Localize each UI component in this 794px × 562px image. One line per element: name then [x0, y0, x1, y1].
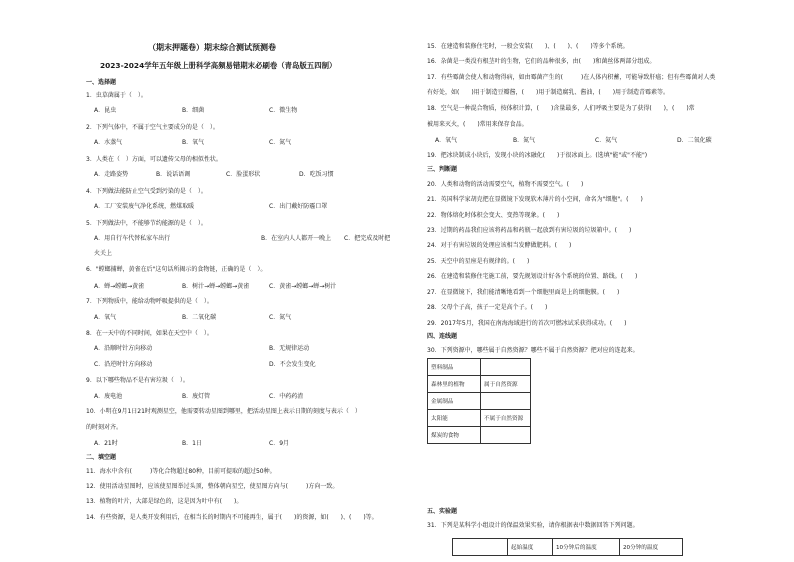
- question-8: 8．在一天中的不同时间，如果在天空中（ ）。: [86, 330, 213, 337]
- q8-option-d: D．不会发生变化: [269, 361, 316, 368]
- question-10-cont: 的时刻对齐。: [86, 424, 123, 431]
- q8-option-c: C．沿逆时针方向移动: [94, 361, 153, 368]
- table-cell: [481, 393, 531, 410]
- q5-option-c-cont: 火关上: [94, 250, 113, 257]
- question-10: 10．小明在9月1日21时观测星空，他需要转动星图到哪里，把活动星图上表示日期的刻度与表示（ ）: [86, 408, 361, 415]
- table-cell: 不属于自然资源: [481, 410, 531, 427]
- question-26: 26．在建造和装修住宅施工前，要先规划设计好各个系统的位置、路线。( ): [427, 273, 638, 280]
- table-header: 起始温度: [508, 539, 553, 556]
- question-21: 21．英国科学家胡克把在显微镜下发现软木薄片的小空间，命名为"细胞"。( ): [427, 196, 643, 203]
- question-27: 27．在显微镜下，我们能清晰地看到一个细胞里面是上的细胞膜。( ): [427, 289, 620, 296]
- q3-option-d: D．吃饭习惯: [299, 171, 334, 178]
- q2-option-b: B．氧气: [182, 139, 205, 146]
- q7-option-b: B．二氧化碳: [182, 314, 217, 321]
- question-18-cont: 被用来灭火，( )常用来保存食品。: [427, 121, 528, 128]
- table-cell: 森林里的植物: [428, 376, 481, 393]
- question-5: 5．下列做法中，不能够节约能源的是（ ）。: [86, 220, 207, 227]
- q9-option-c: C．中药药渣: [269, 393, 304, 400]
- question-23: 23．过期的药品我们应该将药品和药瓶一起放到有害垃圾的垃圾箱中。( ): [427, 227, 632, 234]
- exam-subtitle: 2023-2024学年五年级上册科学高频易错期末必刷卷（青岛版五四制）: [100, 61, 337, 70]
- q5-option-a: A．用自行车代替私家车出行: [94, 235, 171, 242]
- table-cell: [481, 427, 531, 444]
- matching-table: [427, 358, 531, 444]
- q5-option-c: C．把完成及时把: [344, 235, 391, 242]
- q1-option-b: B．细菌: [182, 107, 205, 114]
- section-experiment: 五、实验题: [427, 508, 458, 515]
- question-18: 18．空气是一种混合物质，按体积计算，( )含量最多，人们呼吸主要是为了获得( )，( )常: [427, 105, 695, 112]
- table-row: [428, 410, 531, 427]
- table-row: [428, 359, 531, 376]
- section-choice: 一、选择题: [86, 79, 117, 86]
- question-6: 6．"螳螂捕蝉，黄雀在后"这句话所揭示的食物链，正确的是（ ）。: [86, 266, 267, 273]
- q10-option-a: A．21时: [94, 440, 118, 447]
- q1-option-a: A．昆虫: [94, 107, 117, 114]
- q2-option-a: A．水蒸气: [94, 139, 123, 146]
- question-12: 12．使用活动星图时，应该使星图举过头顶，整体朝向星空，使星图方向与( )方向一致。: [86, 483, 339, 490]
- table-row: [428, 376, 531, 393]
- q9-option-b: B．废灯管: [182, 393, 211, 400]
- question-17-cont: 有好处，如( )用于制造豆瓣酱，( )用于制造腐乳、酱油，( )用于制造青霉素等。: [427, 89, 670, 96]
- q3-option-b: B．说话语调: [156, 171, 191, 178]
- q3-option-a: A．走路姿势: [94, 171, 129, 178]
- q4-option-a: A．工厂安装废气净化系统，燃煤取暖: [94, 203, 195, 210]
- question-16: 16．杂菌是一类没有根茎叶的生物，它们的品种很多，由( )和菌丝体两部分组成。: [427, 58, 656, 65]
- q18-option-b: B．氮气: [513, 137, 536, 144]
- question-9: 9．以下哪些物品不是有害垃圾（ ）。: [86, 377, 189, 384]
- section-matching: 四、连线题: [427, 333, 458, 340]
- question-25: 25．天空中的星座是有规律的。( ): [427, 258, 530, 265]
- q9-option-a: A．废电池: [94, 393, 123, 400]
- q2-option-c: C．氮气: [269, 139, 292, 146]
- table-header: 20分钟的温度: [620, 539, 683, 556]
- question-29: 29．2017年5月，我国在南海海域进行的首次可燃冰试采获得成功。( ): [427, 320, 627, 327]
- question-24: 24．对于有害垃圾的处理应该相当发酵做肥料。( ): [427, 242, 572, 249]
- q10-option-c: C．9月: [269, 440, 290, 447]
- table-cell: 塑料制品: [428, 359, 481, 376]
- q10-option-b: B．1日: [182, 440, 202, 447]
- table-header: 10分钟后的温度: [553, 539, 620, 556]
- q1-option-c: C．微生物: [269, 107, 298, 114]
- q8-option-b: B．无规律运动: [269, 345, 310, 352]
- question-17: 17．有些霉菌会使人和动物得病，如由霉菌产生的( )在人体内积蓄，可能导致肝癌；但有些霉菌对人类: [427, 74, 716, 81]
- section-fill: 二、填空题: [86, 454, 117, 461]
- q8-option-a: A．沿顺时针方向移动: [94, 345, 153, 352]
- question-13: 13．植物的叶片，大部是绿色的，这是因为叶中有( )。: [86, 498, 243, 505]
- table-row: [428, 393, 531, 410]
- table-row: [428, 427, 531, 444]
- q7-option-a: A．氧气: [94, 314, 117, 321]
- table-cell: 金属制品: [428, 393, 481, 410]
- table-row: [453, 539, 683, 556]
- table-cell: 属于自然资源: [481, 376, 531, 393]
- table-cell: 太阳能: [428, 410, 481, 427]
- question-2: 2．下列气体中，不属于空气主要成分的是（ ）。: [86, 124, 219, 131]
- q18-option-c: C．氦气: [595, 137, 618, 144]
- q5-option-b: B．在室内人人都开一晚上: [261, 235, 332, 242]
- table-cell: [481, 359, 531, 376]
- q6-option-c: C．黄雀→螳螂→蝉→树汁: [269, 283, 337, 290]
- table-header-blank: [453, 539, 508, 556]
- exam-title: （期末押题卷）期末综合测试预测卷: [148, 43, 276, 52]
- q3-option-c: C．脸蛋形状: [226, 171, 261, 178]
- experiment-table: [452, 538, 683, 556]
- question-22: 22．物体熔化时体积会变大、变热等现象。( ): [427, 212, 560, 219]
- question-7: 7．下列物质中，能给动物呼吸提供的是（ ）。: [86, 298, 213, 305]
- question-11: 11．海水中含有( )等化合物超过80种，目前可提取的超过50种。: [86, 468, 276, 475]
- section-judge: 三、判断题: [427, 166, 458, 173]
- table-cell: 煤炭的食物: [428, 427, 481, 444]
- question-14: 14．有些资源，是人类开发利用后，在相当长的时期内不可能再生，属于( )的资源，如( )、( )等。: [86, 514, 378, 521]
- question-1: 1．虫草菌属于（ ）。: [86, 92, 147, 99]
- q4-option-c: C．出门戴好防霾口罩: [269, 203, 328, 210]
- q6-option-a: A．蝉→螳螂→黄雀: [94, 283, 145, 290]
- question-15: 15．在建造和装修住宅时，一般会安装( )、( )、( )等多个系统。: [427, 43, 629, 50]
- question-4: 4．下列做法能防止空气受到污染的是（ ）。: [86, 188, 207, 195]
- question-31: 31．下列是某科学小组设计的保温效果实验，请你根据表中数据回答下列问题。: [427, 522, 639, 529]
- q18-option-a: A．氧气: [435, 137, 458, 144]
- q6-option-b: B．树汁→蝉→螳螂→黄雀: [182, 283, 250, 290]
- q7-option-c: C．氮气: [269, 314, 292, 321]
- question-28: 28．父母个子高，孩子一定是高个子。( ): [427, 304, 548, 311]
- question-20: 20．人类和动物的活动需要空气，植物不需要空气。( ): [427, 181, 584, 188]
- question-19: 19．把冰块制成小块后，发现小块的冰融化( )于很冰面上。(选填"能"或"不能"): [427, 152, 648, 159]
- question-30: 30．下列资源中，哪些属于自然资源？哪些不属于自然资源？把对应的连起来。: [427, 347, 639, 354]
- q18-option-d: D．二氧化碳: [677, 137, 712, 144]
- question-3: 3．人类在（ ）方面，可以遗传父母的相似性状。: [86, 156, 222, 163]
